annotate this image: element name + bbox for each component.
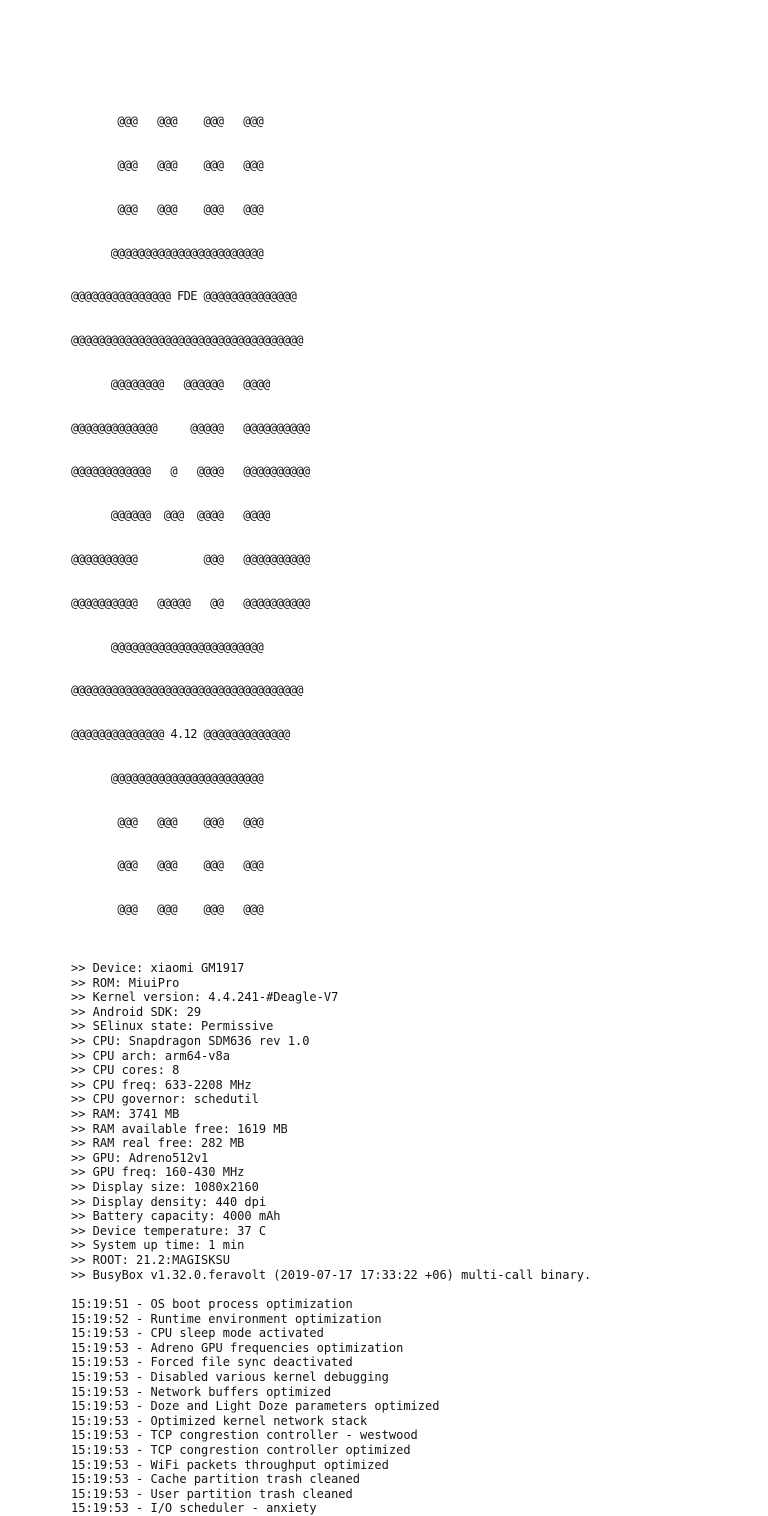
logo-line: @@@@@@@@@@@@ @ @@@@ @@@@@@@@@@ xyxy=(71,464,310,479)
logo-line: @@@ @@@ @@@ @@@ xyxy=(71,157,264,172)
ascii-logo xyxy=(71,85,591,946)
device-info-temperature: >> Device temperature: 37 C xyxy=(71,1223,267,1238)
logo-line: @@@@@@@@@@@@@@@ FDE @@@@@@@@@@@@@@ xyxy=(71,289,297,304)
logo-line: @@@@@@@@@@@@@@@@@@@@@@@ xyxy=(71,245,264,260)
logo-line: @@@@@@@@@@ @@@@@ @@ @@@@@@@@@@ xyxy=(71,595,310,610)
log-entry: 15:19:53 - TCP congrestion controller optimized xyxy=(71,1443,411,1458)
optimization-log xyxy=(71,1297,591,1516)
log-entry: 15:19:53 - WiFi packets throughput optimized xyxy=(71,1457,389,1472)
logo-line: @@@@@@@@@@@@@@ 4.12 @@@@@@@@@@@@@ xyxy=(71,727,290,742)
log-entry: 15:19:53 - Optimized kernel network stack xyxy=(71,1413,368,1428)
logo-line: @@@ @@@ @@@ @@@ xyxy=(71,814,264,829)
log-entry: 15:19:53 - Adreno GPU frequencies optimization xyxy=(71,1340,404,1355)
log-entry: 15:19:53 - Disabled various kernel debugging xyxy=(71,1370,389,1385)
logo-line: @@@ @@@ @@@ @@@ xyxy=(71,201,264,216)
logo-line: @@@ @@@ @@@ @@@ xyxy=(71,858,264,873)
device-info-ram: >> RAM: 3741 MB xyxy=(71,1106,180,1121)
device-info-uptime: >> System up time: 1 min xyxy=(71,1238,245,1253)
device-info-cpu-arch: >> CPU arch: arm64-v8a xyxy=(71,1048,230,1063)
log-entry: 15:19:53 - User partition trash cleaned xyxy=(71,1486,353,1501)
logo-line: @@@@@@ @@@ @@@@ @@@@ xyxy=(71,508,270,523)
device-info-list xyxy=(71,961,591,1282)
log-entry: 15:19:51 - OS boot process optimization xyxy=(71,1297,353,1312)
logo-line: @@@ @@@ @@@ @@@ xyxy=(71,902,264,917)
device-info-gpu-freq: >> GPU freq: 160-430 MHz xyxy=(71,1165,245,1180)
log-entry: 15:19:53 - Forced file sync deactivated xyxy=(71,1355,353,1370)
log-entry: 15:19:53 - Cache partition trash cleaned xyxy=(71,1472,360,1487)
device-info-device: >> Device: xiaomi GM1917 xyxy=(71,961,245,976)
log-entry: 15:19:53 - Network buffers optimized xyxy=(71,1384,332,1399)
device-info-cpu-freq: >> CPU freq: 633-2208 MHz xyxy=(71,1077,252,1092)
device-info-kernel: >> Kernel version: 4.4.241-#Deagle-V7 xyxy=(71,990,339,1005)
device-info-cpu: >> CPU: Snapdragon SDM636 rev 1.0 xyxy=(71,1034,310,1048)
device-info-ram-real-free: >> RAM real free: 282 MB xyxy=(71,1136,245,1151)
logo-line: @@@@@@@@@@@@@@@@@@@@@@@@@@@@@@@@@@@ xyxy=(71,333,303,348)
device-info-display-size: >> Display size: 1080x2160 xyxy=(71,1179,259,1194)
device-info-display-density: >> Display density: 440 dpi xyxy=(71,1194,267,1209)
logo-line: @@@ @@@ @@@ @@@ xyxy=(71,114,264,129)
device-info-root: >> ROOT: 21.2:MAGISKSU xyxy=(71,1252,230,1267)
log-entry: 15:19:53 - Doze and Light Doze parameters optimized xyxy=(71,1399,440,1414)
logo-line: @@@@@@@@@@@@@@@@@@@@@@@ xyxy=(71,770,264,785)
device-info-sdk: >> Android SDK: 29 xyxy=(71,1004,202,1019)
device-info-ram-available: >> RAM available free: 1619 MB xyxy=(71,1121,288,1136)
logo-line: @@@@@@@@@@@@@@@@@@@@@@@@@@@@@@@@@@@ xyxy=(71,683,303,698)
device-info-cpu-cores: >> CPU cores: 8 xyxy=(71,1063,180,1078)
logo-line: @@@@@@@@ @@@@@@ @@@@ xyxy=(71,376,270,391)
log-entry: 15:19:52 - Runtime environment optimization xyxy=(71,1311,382,1326)
terminal-log xyxy=(71,85,591,1516)
logo-line: @@@@@@@@@@@@@@@@@@@@@@@ xyxy=(71,639,264,654)
log-entry: 15:19:53 - TCP congrestion controller - westwood xyxy=(71,1428,418,1443)
device-info-rom: >> ROM: MiuiPro xyxy=(71,975,180,990)
device-info-battery: >> Battery capacity: 4000 mAh xyxy=(71,1209,281,1224)
device-info-selinux: >> SElinux state: Permissive xyxy=(71,1019,274,1034)
log-entry: 15:19:53 - I/O scheduler - anxiety xyxy=(71,1501,317,1516)
device-info-busybox: >> BusyBox v1.32.0.feravolt (2019-07-17 17:33:22 +06) multi-call binary. xyxy=(71,1267,592,1282)
device-info-gpu: >> GPU: Adreno512v1 xyxy=(71,1150,209,1165)
logo-line: @@@@@@@@@@ @@@ @@@@@@@@@@ xyxy=(71,552,310,566)
logo-line: @@@@@@@@@@@@@ @@@@@ @@@@@@@@@@ xyxy=(71,420,310,435)
device-info-cpu-governor: >> CPU governor: schedutil xyxy=(71,1092,259,1107)
log-entry: 15:19:53 - CPU sleep mode activated xyxy=(71,1326,324,1341)
